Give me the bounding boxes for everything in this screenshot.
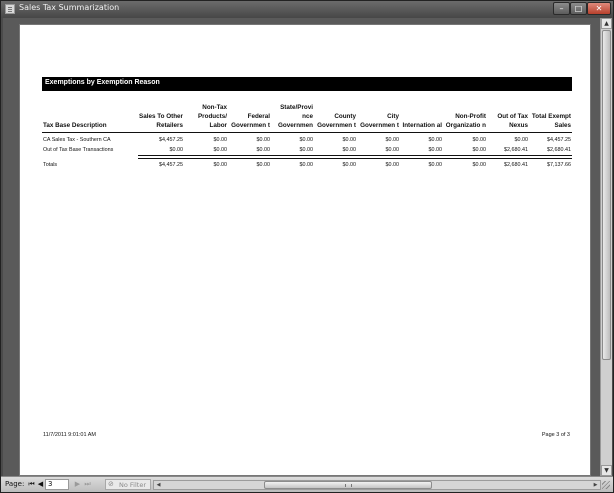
filter-icon: ⊘: [108, 480, 114, 488]
table-cell: $0.00: [428, 162, 442, 168]
horizontal-scroll-thumb[interactable]: [264, 481, 432, 489]
table-cell: $7,137.66: [547, 162, 571, 168]
filter-label: No Filter: [119, 481, 147, 489]
page-number-input[interactable]: 3: [45, 479, 69, 490]
table-cell: Out of Tax Base Transactions: [43, 147, 114, 154]
column-header: Internation al: [400, 99, 443, 132]
title-bar[interactable]: [1, 1, 613, 18]
table-cell: $0.00: [342, 147, 356, 153]
column-header: County Governmen t: [314, 99, 357, 132]
table-cell: $0.00: [213, 137, 227, 143]
column-header: Tax Base Description: [42, 99, 138, 132]
horizontal-scrollbar[interactable]: [153, 480, 601, 490]
vertical-scroll-thumb[interactable]: [602, 30, 611, 360]
table-cell: $0.00: [342, 162, 356, 168]
table-cell: $0.00: [256, 162, 270, 168]
column-header: Non-Tax Products/ Labor: [184, 99, 228, 132]
column-header: State/Provi nce Governmen: [271, 99, 314, 132]
table-cell: $0.00: [256, 147, 270, 153]
report-page: [19, 24, 591, 476]
table-cell: CA Sales Tax - Southern CA: [43, 137, 111, 143]
table-cell: $0.00: [385, 137, 399, 143]
report-canvas: [3, 18, 600, 476]
record-navigation-bar: [1, 476, 613, 492]
column-header: Federal Governmen t: [228, 99, 271, 132]
table-cell: $4,457.25: [159, 162, 183, 168]
last-page-icon[interactable]: ⏭: [84, 480, 91, 488]
column-header: Out of Tax Nexus: [487, 99, 529, 132]
table-cell: $0.00: [472, 137, 486, 143]
table-cell: Totals: [43, 161, 58, 168]
scroll-down-arrow-icon[interactable]: ▼: [601, 465, 612, 476]
table-cell: $0.00: [299, 147, 313, 153]
column-header: Non-Profit Organizatio n: [443, 99, 487, 132]
page-label: Page:: [5, 480, 25, 488]
filter-toggle[interactable]: [105, 479, 151, 490]
column-header: Sales To Other Retailers: [138, 99, 184, 132]
totals-row: [42, 159, 572, 172]
report-page-number: Page 3 of 3: [541, 432, 570, 438]
table-cell: $0.00: [256, 137, 270, 143]
resize-grip-icon[interactable]: [602, 481, 610, 489]
table-cell: $0.00: [213, 162, 227, 168]
column-header: City Governmen t: [357, 99, 400, 132]
previous-page-icon[interactable]: ◀: [37, 480, 44, 488]
exemptions-table: [42, 99, 572, 171]
table-cell: $0.00: [385, 162, 399, 168]
table-cell: $0.00: [472, 162, 486, 168]
table-row: [42, 135, 572, 145]
table-cell: $4,457.25: [547, 137, 571, 143]
table-cell: $0.00: [299, 137, 313, 143]
next-page-icon[interactable]: ▶: [74, 480, 81, 488]
table-cell: $0.00: [428, 147, 442, 153]
vertical-scrollbar[interactable]: [600, 18, 612, 476]
report-print-date: 11/7/2011 9:01:01 AM: [43, 432, 97, 438]
table-cell: $2,680.41: [504, 147, 528, 153]
section-header: [42, 77, 572, 91]
table-header-row: [42, 99, 572, 132]
table-row: [42, 145, 572, 156]
section-title: Exemptions by Exemption Reason: [45, 79, 160, 86]
table-cell: $0.00: [428, 137, 442, 143]
scroll-up-arrow-icon[interactable]: ▲: [601, 18, 612, 29]
column-header: Total Exempt Sales: [529, 99, 572, 132]
close-button[interactable]: ✕: [587, 2, 611, 15]
table-cell: $0.00: [385, 147, 399, 153]
scroll-right-arrow-icon[interactable]: ▶: [593, 482, 598, 488]
grip-icon: [345, 484, 352, 487]
scroll-left-arrow-icon[interactable]: ◀: [156, 482, 161, 488]
table-cell: $2,680.41: [547, 147, 571, 153]
table-cell: $0.00: [213, 147, 227, 153]
table-cell: $4,457.25: [159, 137, 183, 143]
table-cell: $0.00: [169, 147, 183, 153]
table-cell: $0.00: [514, 137, 528, 143]
table-cell: $0.00: [342, 137, 356, 143]
table-cell: $0.00: [299, 162, 313, 168]
first-page-icon[interactable]: ⏮: [28, 480, 35, 488]
report-app-icon: [5, 4, 15, 14]
maximize-button[interactable]: □: [570, 2, 587, 15]
minimize-button[interactable]: –: [553, 2, 570, 15]
table-cell: $0.00: [472, 147, 486, 153]
table-cell: $2,680.41: [504, 162, 528, 168]
window-title: Sales Tax Summarization: [19, 3, 120, 12]
